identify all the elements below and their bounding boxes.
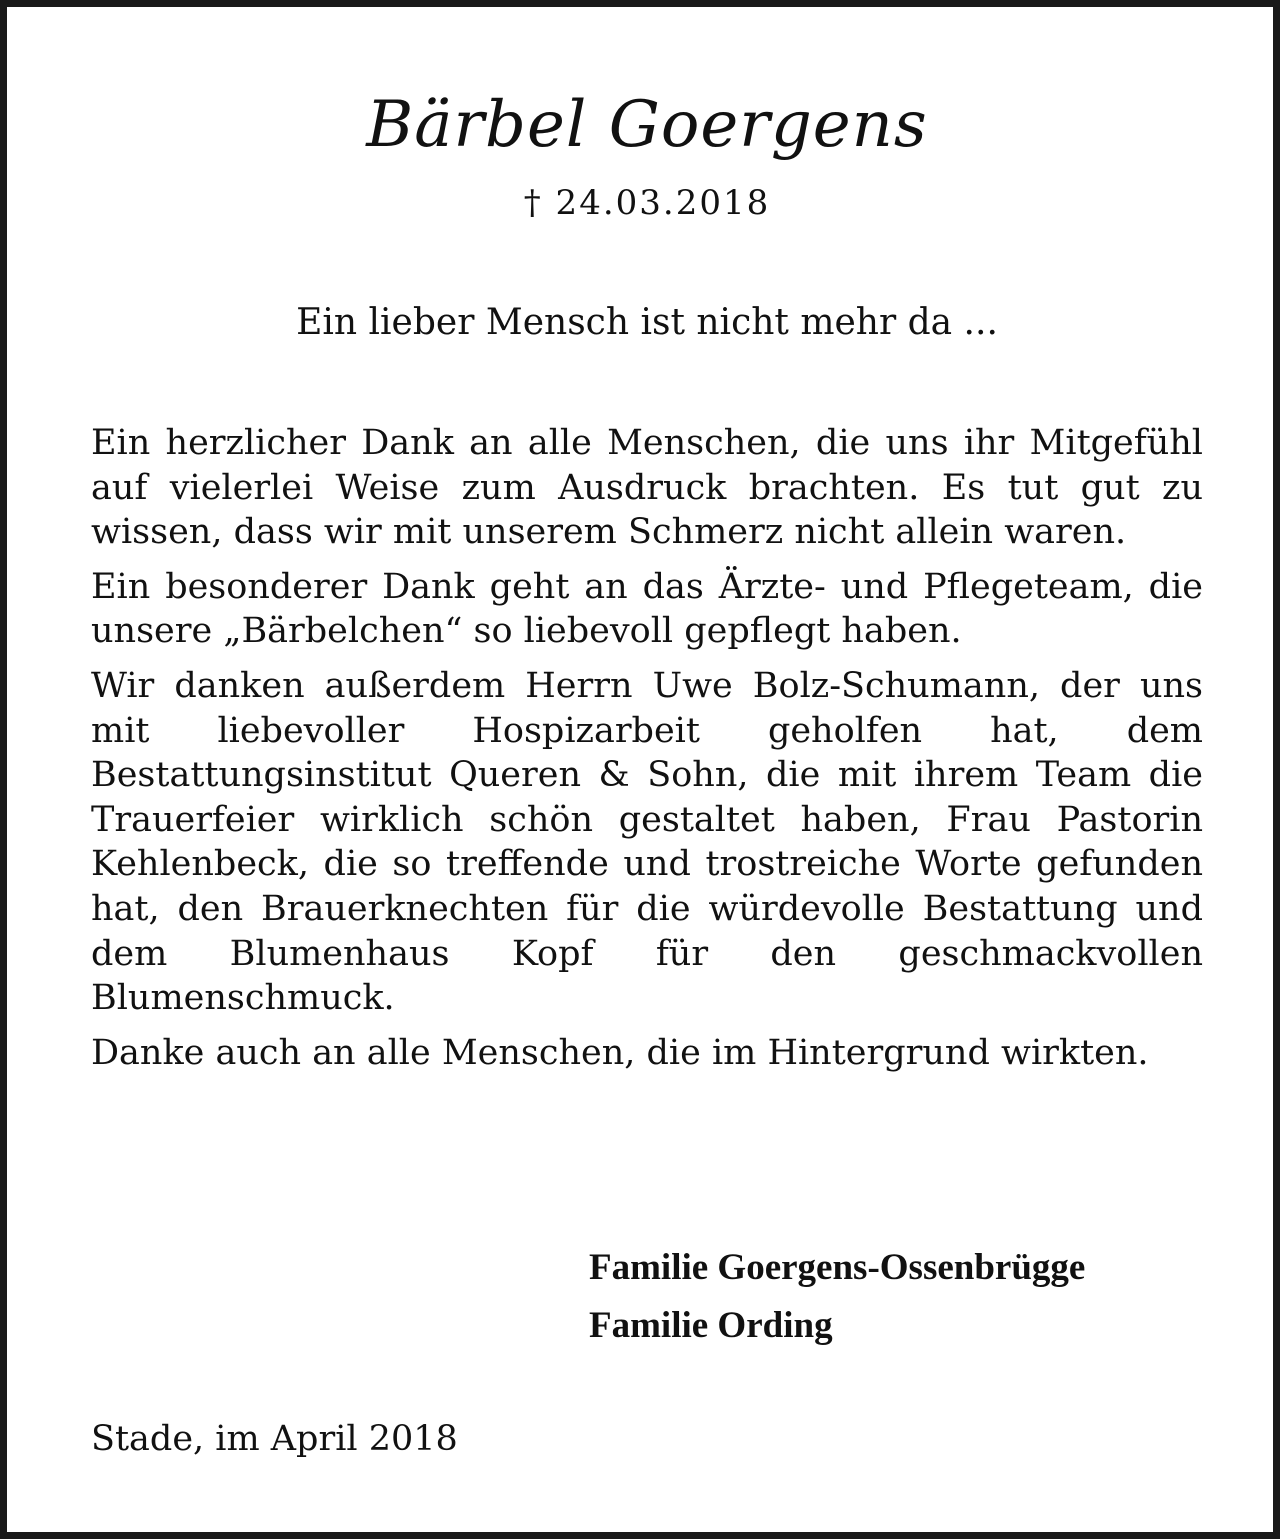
deceased-name: Bärbel Goergens: [366, 88, 928, 162]
place-date: Stade, im April 2018: [91, 1419, 458, 1459]
signature-family-1: Familie Goergens-Ossenbrügge: [589, 1247, 1086, 1288]
signature-block: [589, 1239, 1229, 1355]
paragraph-thanks-helpers: Wir danken außerdem Herrn Uwe Bolz-Schumann, der uns mit liebevoller Hospizarbeit geholfen hat, dem Bestattungsinstitut Queren & Sohn, die mit ihrem Team die Trauerfeier wirklich schön gestaltet haben, Frau Pastorin Kehlenbeck, die so treffende und trostreiche Worte gefunden hat, den Brauerknechten für die würdevolle Bestattung und dem Blumenhaus Kopf für den geschmackvollen Blumenschmuck.: [91, 665, 1203, 1019]
death-date: † 24.03.2018: [523, 183, 771, 223]
paragraph-thanks-care-team: Ein besonderer Dank geht an das Ärzte- und Pflegeteam, die unsere „Bärbelchen“ so liebevoll gepflegt haben.: [91, 566, 1203, 652]
signature-family-2: Familie Ording: [589, 1305, 833, 1346]
paragraph-thanks-background: Danke auch an alle Menschen, die im Hintergrund wirkten.: [91, 1032, 1149, 1073]
paragraph-thanks-all: Ein herzlicher Dank an alle Menschen, die uns ihr Mitgefühl auf vielerlei Weise zum Ausdruck brachten. Es tut gut zu wissen, dass wir mit unserem Schmerz nicht allein waren.: [91, 423, 1203, 553]
thank-you-text: [91, 421, 1203, 1085]
motto: Ein lieber Mensch ist nicht mehr da ...: [296, 302, 998, 343]
